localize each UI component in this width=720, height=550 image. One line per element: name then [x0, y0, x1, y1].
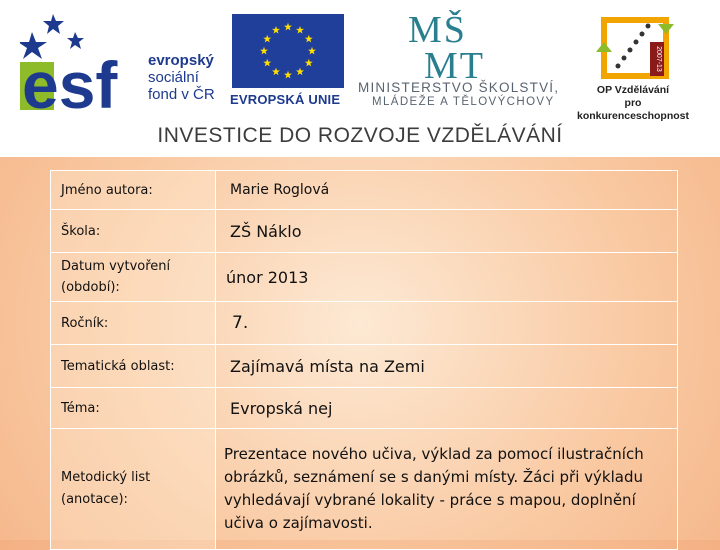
- row-label: Téma:: [51, 388, 216, 429]
- msmt-caption-line1: MINISTERSTVO ŠKOLSTVÍ,: [358, 80, 560, 95]
- svg-text:MT: MT: [424, 45, 485, 82]
- row-value: Marie Roglová: [216, 171, 678, 210]
- row-label: Metodický list (anotace):: [51, 429, 216, 550]
- esf-caption-line2: sociální: [148, 69, 199, 86]
- table-row: [51, 253, 678, 302]
- info-table: [50, 170, 678, 550]
- logo-header: [0, 0, 720, 157]
- op-caption-line1: OP Vzdělávání: [596, 84, 670, 96]
- row-value: ZŠ Náklo: [216, 210, 678, 253]
- svg-text:2007-13: 2007-13: [655, 46, 662, 72]
- eu-flag-logo: [232, 14, 344, 88]
- msmt-logo: [404, 10, 514, 82]
- banner-title: INVESTICE DO ROZVOJE VZDĚLÁVÁNÍ: [157, 124, 563, 147]
- row-value: [216, 429, 678, 550]
- table-row: [51, 345, 678, 388]
- annotation-text: Prezentace nového učiva, výklad za pomocí ilustračních obrázků, seznámení se s danými místy. Žáci při výkladu vyhledávají vybrané lokality - práce s mapou, doplnění učiva o zajímavosti.: [224, 445, 644, 532]
- table-row: [51, 171, 678, 210]
- esf-caption-line1: evropský: [148, 52, 214, 69]
- row-value: Evropská nej: [216, 388, 678, 429]
- table-row: [51, 210, 678, 253]
- table-row: [51, 302, 678, 345]
- svg-text:MŠ: MŠ: [408, 10, 467, 51]
- esf-caption-line3: fond v ČR: [148, 86, 215, 103]
- op-vzdelavani-logo: [594, 12, 676, 84]
- row-label: Jméno autora:: [51, 171, 216, 210]
- row-value: 7.: [216, 302, 678, 345]
- esf-caption: [148, 52, 215, 103]
- row-label: Datum vytvoření (období):: [51, 253, 216, 302]
- op-caption-line2: pro konkurenceschopnost: [576, 97, 690, 122]
- row-label: Škola:: [51, 210, 216, 253]
- msmt-caption-line2: MLÁDEŽE A TĚLOVÝCHOVY: [372, 96, 555, 108]
- table-row: [51, 429, 678, 550]
- eu-caption: EVROPSKÁ UNIE: [230, 92, 341, 107]
- row-value: Zajímavá místa na Zemi: [216, 345, 678, 388]
- table-row: [51, 388, 678, 429]
- row-label: Tematická oblast:: [51, 345, 216, 388]
- op-caption: [570, 84, 696, 123]
- svg-text:esf: esf: [22, 48, 118, 110]
- row-value: únor 2013: [216, 253, 678, 302]
- row-label: Ročník:: [51, 302, 216, 345]
